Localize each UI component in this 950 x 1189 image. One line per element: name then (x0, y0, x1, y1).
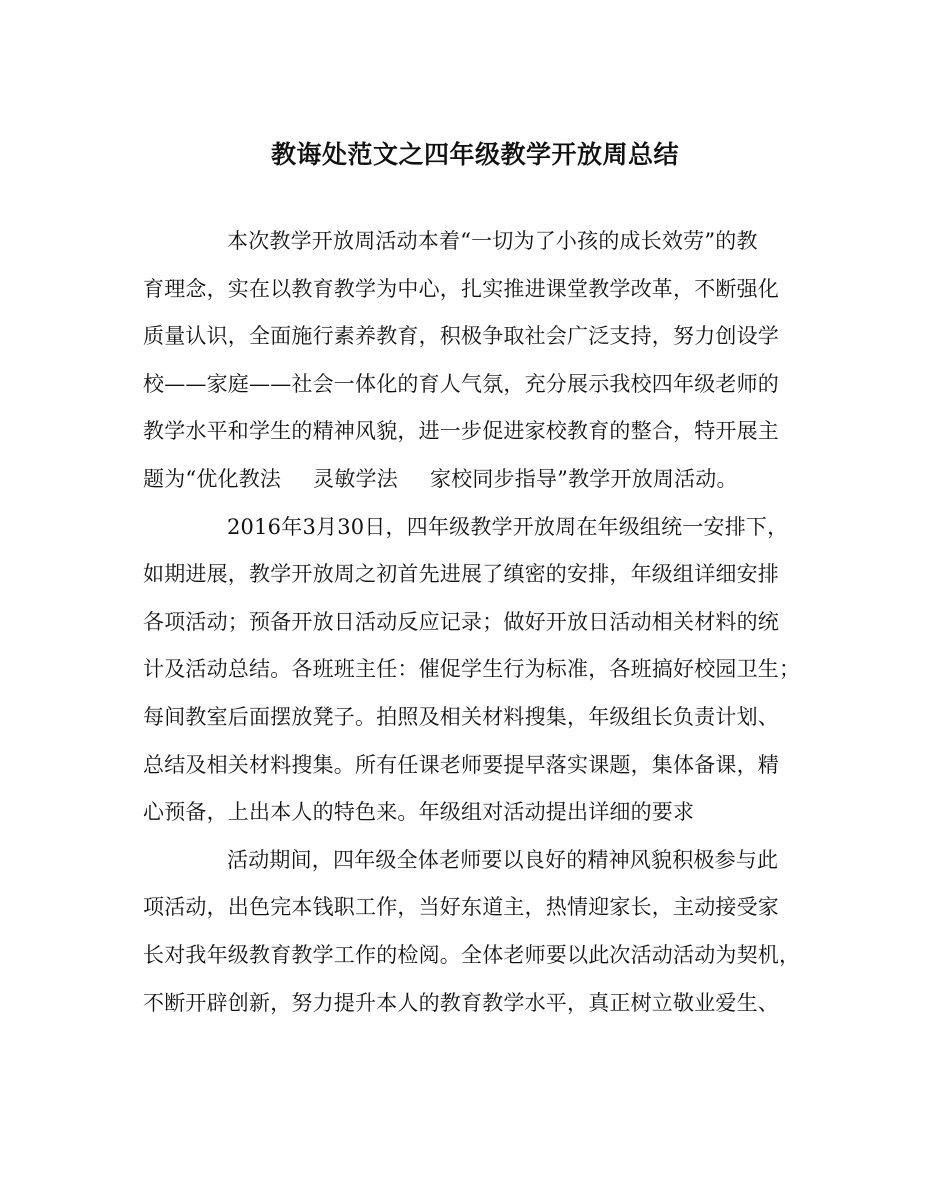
theme-part-3: 家校同步指导”教学开放周活动。 (429, 466, 738, 491)
document-body (143, 218, 815, 1027)
paragraph-1-line-2: 育理念，实在以教育教学为中心，扎实推进课堂教学改革，不断强化 (143, 276, 779, 301)
paragraph-1-line-1: 本次教学开放周活动本着“一切为了小孩的成长效劳”的教 (227, 229, 758, 253)
paragraph-2-line-6: 总结及相关材料搜集。所有任课老师要提早落实课题，集体备课，精 (143, 752, 779, 777)
paragraph-1-line-4: 校——家庭——社会一体化的育人气氛，充分展示我校四年级老师的 (143, 371, 779, 396)
theme-part-1: 题为“优化教法 (143, 466, 282, 491)
paragraph-2-line-7: 心预备，上出本人的特色来。年级组对活动提出详细的要求 (143, 800, 695, 825)
paragraph-2-line-4: 计及活动总结。各班班主任：催促学生行为标准，各班搞好校园卫生； (143, 657, 801, 682)
paragraph-2-line-3: 各项活动；预备开放日活动反应记录；做好开放日活动相关材料的统 (143, 609, 779, 634)
paragraph-3-line-4: 不断开辟创新，努力提升本人的教育教学水平，真正树立敬业爱生、 (143, 990, 779, 1015)
document-title: 教诲处范文之四年级教学开放周总结 (270, 140, 679, 169)
paragraph-3-line-2: 项活动，出色完本钱职工作，当好东道主，热情迎家长，主动接受家 (143, 895, 779, 920)
paragraph-3-line-1: 活动期间，四年级全体老师要以良好的精神风貌积极参与此 (227, 847, 779, 872)
paragraph-1-line-3: 质量认识，全面施行素养教育，积极争取社会广泛支持，努力创设学 (143, 324, 779, 349)
theme-part-2: 灵敏学法 (313, 466, 398, 491)
paragraph-3-line-3: 长对我年级教育教学工作的检阅。全体老师要以此次活动活动为契机， (143, 942, 801, 967)
paragraph-2-line-2: 如期进展，教学开放周之初首先进展了缜密的安排，年级组详细安排 (143, 562, 779, 587)
paragraph-2-line-5: 每间教室后面摆放凳子。拍照及相关材料搜集，年级组长负责计划、 (143, 704, 779, 729)
paragraph-1-line-6 (143, 456, 815, 504)
paragraph-2-line-1: 2016年3月30日，四年级教学开放周在年级组统一安排下， (227, 514, 789, 539)
paragraph-1-line-5: 教学水平和学生的精神风貌，进一步促进家校教育的整合，特开展主 (143, 419, 779, 444)
